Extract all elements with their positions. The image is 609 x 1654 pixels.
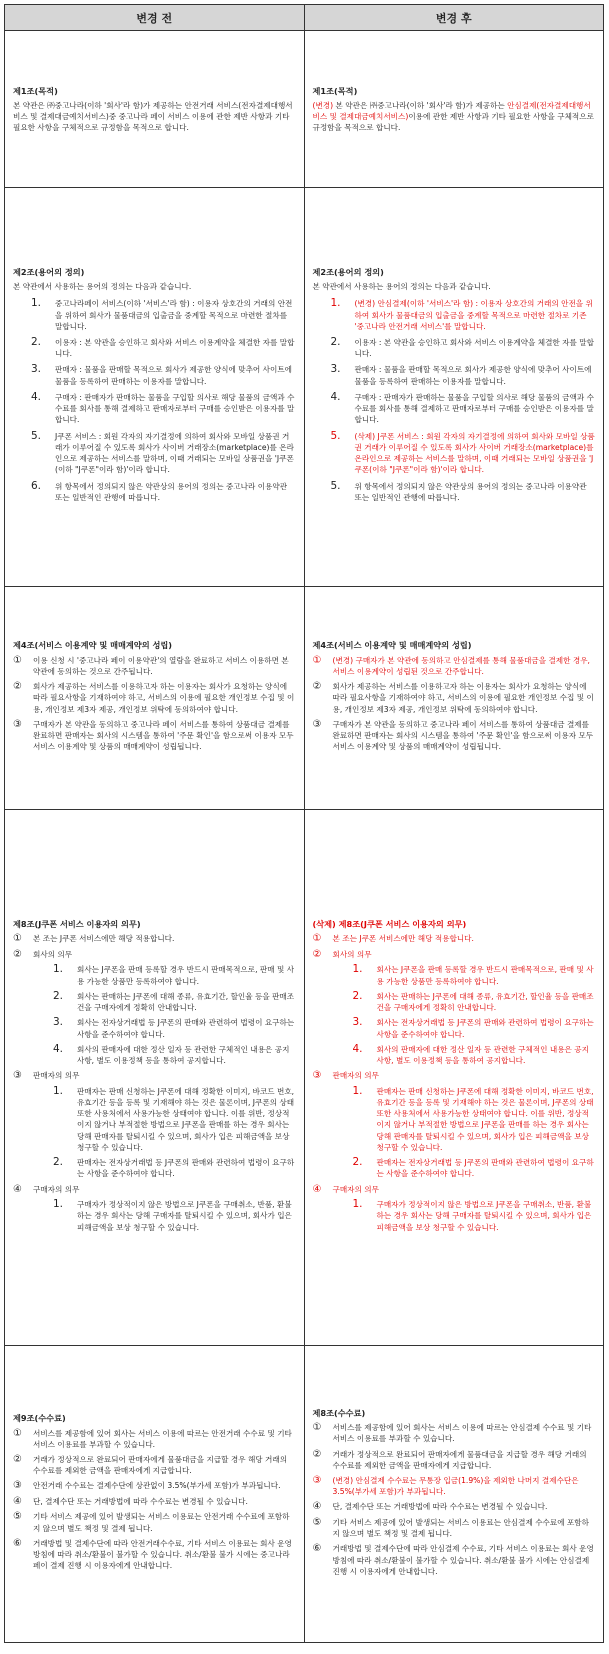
item-number: ⑥ [13,1537,22,1549]
item-text: 회사는 J쿠폰을 판매 등록할 경우 반드시 판매목적으로, 판매 및 사용 가능한 상품만 등록하여야 합니다. [376,965,594,986]
cell-art1-after [304,31,604,188]
item-number: 1. [53,1084,64,1097]
item-text: 판매자는 판매 신청하는 J쿠폰에 대해 정확한 이미지, 바코드 번호, 유효기간 등을 등록 및 기재해야 하는 것은 물론이며, J쿠폰의 상태 또한 사용처에서 사용가능한 상태여야 합니다. 이를 위반, 정상적이지 않거나 부적절한 방법으로 J쿠폰을 판매를 하는 경우 회사는 당해 판매자를 탈퇴시킬 수 있으며, 회사가 입은 피해금액을 보상 청구할 수 있습니다. [376,1086,594,1152]
clause-item [313,1070,596,1082]
list-item [331,481,596,503]
sub-item [53,991,296,1013]
comparison-table [4,4,604,1643]
item-text: 회사의 판매자에 대한 정산 일자 등 관련한 구체적인 내용은 공지사항, 별도 이용정책 등을 통하여 공지합니다. [376,1044,589,1065]
art1-after-title: 제1조(목적) [312,85,358,96]
item-text: (변경) 안심결제(이하 '서비스'라 함) : 이용자 상호간의 거래의 안전을 위하여 회사가 물품대금의 입출금을 중계할 목적으로 마련한 절차로 기존 '중고나라 안전거래 서비스'를 말합니다. [354,299,593,331]
item-text: 구매자가 본 약관을 동의하고 중고나라 페이 서비스를 통하여 상품대금 결제를 완료하면 판매자는 회사의 시스템을 통하여 '주문 확인'을 함으로써 이용자 모두 서비스 이용계약 및 상품의 매매계약이 성립됩니다. [33,719,294,752]
item-number: ② [13,1453,22,1465]
item-text: 회사는 전자상거래법 등 J쿠폰의 판매와 관련하여 법령이 요구하는 사항을 준수하여야 합니다. [376,1018,594,1039]
sub-item [353,1199,596,1233]
sub-item [53,1157,296,1179]
art4-after-list [313,655,596,753]
item-number: 3. [31,363,42,376]
art9-after-title: 제8조(수수료) [312,1407,366,1418]
cell-art1-before [5,31,305,188]
item-text: 거래가 정상적으로 완료되어 판매자에게 물품대금을 지급할 경우 해당 거래의 수수료를 제외한 금액을 판매자에게 지급합니다. [332,1449,587,1470]
row-article-8 [5,810,604,1346]
header-row [5,5,604,31]
clause-number: ② [312,948,322,960]
item-number: 1. [31,297,42,310]
cell-art9-after [304,1346,604,1643]
item-number: ⑥ [312,1543,322,1555]
clause-text: 회사의 의무 [332,949,372,959]
terms-comparison [4,4,604,1643]
clause-item [13,681,296,715]
clause-number: ① [312,933,322,945]
header-after: 변경 후 [304,5,604,31]
art4-before-list [13,655,296,753]
clause-text: 판매자의 의무 [332,1071,379,1081]
art8-before-content [13,933,296,1232]
cell-art8-before [5,810,305,1346]
item-number: 2. [330,336,341,349]
item-text: 회사는 J쿠폰을 판매 등록할 경우 반드시 판매목적으로, 판매 및 사용 가능한 상품만 등록하여야 합니다. [77,965,295,986]
item-text: 기타 서비스 제공에 있어 발생되는 서비스 이용료는 안심결제 수수료에 포함하지 않으며 별도 책정 및 결제 됩니다. [332,1517,589,1539]
item-number: 4. [31,390,42,403]
clause-item [13,1538,296,1572]
clause-item [313,1501,596,1513]
art4-after-title: 제4조(서비스 이용계약 및 매매계약의 성립) [312,640,472,651]
item-number: ③ [312,1474,322,1486]
clause-item [313,949,596,961]
item-text: 회사가 제공하는 서비스를 이용하고자 하는 이용자는 회사가 요청하는 양식에 따라 필요사항을 기재하여야 하고, 서비스의 이용에 필요한 개인정보 수집 및 이용, 개인정보 제3자 제공, 개인정보 위탁에 동의하여야 합니다. [33,682,295,714]
item-text: 구매자가 정상적이지 않은 방법으로 J쿠폰을 구매취소, 반품, 환불하는 경우 회사는 당해 구매자를 탈퇴시킬 수 있으며, 회사가 입은 피해금액을 보상 청구할 수 있습니다. [376,1200,592,1232]
sub-item [353,1157,596,1179]
clause-item [13,1480,296,1492]
item-number: ① [312,654,322,666]
art8-before-title: 제8조(J쿠폰 서비스 이용자의 의무) [13,919,141,930]
art9-before-title: 제9조(수수료) [13,1413,66,1424]
art1-after-text-2: 이용에 관한 제반 사항과 기타 필요한 사항을 구체적으로 규정함을 목적으로 합니다. [312,111,594,133]
list-item [331,298,596,332]
clause-item [13,1496,296,1508]
item-number: ② [312,1448,322,1460]
item-number: ③ [13,1480,22,1492]
clause-item [313,1543,596,1577]
item-text: 서비스를 제공함에 있어 회사는 서비스 이용에 따르는 안심결제 수수료 및 기타 서비스 이용료를 부과할 수 있습니다. [332,1423,592,1444]
item-text: 판매자는 전자상거래법 등 J쿠폰의 판매와 관련하여 법령이 요구하는 사항을 준수하여야 합니다. [77,1158,295,1179]
list-item [31,431,296,476]
clause-item [13,1428,296,1450]
item-number: 1. [352,963,363,976]
clause-item [313,681,596,715]
cell-art8-after [304,810,604,1346]
header-before: 변경 전 [5,5,305,31]
sub-item [353,991,596,1013]
item-number: ① [13,654,22,666]
item-text: 구매자 : 판매자가 판매하는 물품을 구입할 의사로 해당 물품의 금액과 수수료를 회사를 통해 결제하고 판매자로부터 구매를 승인받은 이용자를 말합니다. [354,392,594,425]
clause-item [13,1511,296,1533]
list-item [331,337,596,359]
item-text: 판매자는 전자상거래법 등 J쿠폰의 판매와 관련하여 법령이 요구하는 사항을 준수하여야 합니다. [376,1158,594,1179]
item-number: 3. [53,1016,64,1029]
clause-text: 구매자의 의무 [33,1184,80,1194]
item-text: (삭제) J쿠폰 서비스 : 회원 각자의 자기결정에 의하여 회사와 모바일 상품권 거래가 이루어질 수 있도록 회사가 사이버 거래장소(marketplace)를 온라인으로 제공하는 서비스를 말하며, 이때 거래되는 모바일 상품권을 'J쿠폰(이하 "J쿠폰"이라 함)'이라 합니다. [354,431,595,475]
sub-item [353,1086,596,1153]
item-number: 2. [352,1156,363,1169]
list-item [31,364,296,386]
art1-before-body: 본 약관은 ㈜중고나라(이하 '회사'라 함)가 제공하는 안전거래 서비스(전자결제대행서비스 및 결제대금예치서비스)중 중고나라 페이 서비스 이용에 관한 제반 사항과 기타 필요한 사항을 구체적으로 규정함을 목적으로 합니다. [13,100,293,133]
item-number: ③ [312,718,322,730]
item-text: 중고나라페이 서비스(이하 '서비스'라 함) : 이용자 상호간의 거래의 안전을 위하여 회사가 물품대금의 입출금을 중계할 목적으로 마련한 절차를 말합니다. [55,299,293,331]
item-text: 회사의 판매자에 대한 정산 일자 등 관련한 구체적인 내용은 공지사항, 별도 이용정책 등을 통하여 공지합니다. [77,1044,290,1065]
clause-item [13,949,296,961]
item-text: 거래방법 및 결제수단에 따라 안전거래수수료, 기타 서비스 이용료는 회사 운영방침에 따라 취소/환불이 불가할 수 있습니다. 취소/환불 불가 시에는 중고나라 페이 결제 진행 시 이용자에게 안내합니다. [33,1538,292,1571]
art2-before-title: 제2조(용어의 정의) [13,266,85,277]
clause-item [313,1517,596,1539]
item-number: 2. [53,1156,64,1169]
item-text: 이용자 : 본 약관을 승인하고 회사와 서비스 이용계약을 체결한 자를 말합니다. [55,338,295,359]
item-text: 거래가 정상적으로 완료되어 판매자에게 물품대금을 지급할 경우 해당 거래의 수수료를 제외한 금액을 판매자에게 지급합니다. [33,1454,288,1476]
clause-number: ③ [13,1070,22,1082]
art2-after-list [313,298,596,503]
clause-item [13,1454,296,1476]
item-text: 서비스를 제공함에 있어 회사는 서비스 이용에 따르는 안전거래 수수료 및 기타 서비스 이용료를 부과할 수 있습니다. [33,1428,292,1449]
item-number: 2. [53,989,64,1002]
item-number: 2. [352,989,363,1002]
clause-item [13,655,296,677]
item-text: 회사는 판매하는 J쿠폰에 대해 종류, 유효기간, 할인율 등을 판매조건을 구매자에게 정확히 안내합니다. [77,991,295,1013]
clause-number: ③ [312,1070,322,1082]
item-number: 5. [31,429,42,442]
sub-item [53,964,296,986]
clause-number: ④ [13,1183,22,1195]
item-number: 1. [53,1198,64,1211]
clause-text: 판매자의 의무 [33,1071,80,1081]
cell-art2-after [304,188,604,587]
art2-before-intro: 본 약관에서 사용하는 용어의 정의는 다음과 같습니다. [13,282,192,292]
clause-text: 본 조는 J쿠폰 서비스에만 해당 적용합니다. [332,934,474,944]
item-number: 1. [352,1198,363,1211]
art8-after-title: (삭제) 제8조(J쿠폰 서비스 이용자의 의무) [312,919,467,930]
clause-item [13,1184,296,1196]
clause-item [313,1475,596,1497]
item-text: 회사가 제공하는 서비스를 이용하고자 하는 이용자는 회사가 요청하는 양식에 따라 필요사항을 기재하여야 하고, 서비스의 이용에 필요한 개인정보 수집 및 이용, 개인정보 제3자 제공, 개인정보 위탁에 동의하여야 합니다. [332,682,594,714]
item-text: (변경) 구매자가 본 약관에 동의하고 안심결제를 통해 물품대금을 결제한 경우, 서비스 이용계약이 성립된 것으로 간주합니다. [332,655,590,676]
item-text: 이용 신청 시 '중고나라 페이 이용약관'의 열람을 완료하고 서비스 이용하면 본 약관에 동의하는 것으로 간주됩니다. [33,655,289,676]
item-text: 구매자가 본 약관을 동의하고 중고나라 페이 서비스를 통하여 상품대금 결제를 완료하면 판매자는 회사의 시스템을 통하여 '주문 확인'을 함으로써 이용자 모두 서비스 이용계약 및 상품의 매매계약이 성립됩니다. [332,719,594,752]
clause-item [13,933,296,945]
sub-item [53,1044,296,1066]
sub-item [53,1017,296,1039]
item-text: 위 항목에서 정의되지 않은 약관상의 용어의 정의는 중고나라 이용약관 또는 일반적인 관행에 따릅니다. [354,481,587,502]
item-number: ⑤ [13,1511,22,1523]
item-number: 4. [330,390,341,403]
cell-art2-before [5,188,305,587]
item-number: 3. [330,363,341,376]
item-number: 1. [352,1084,363,1097]
sub-item [353,1017,596,1039]
sub-item [53,1199,296,1233]
list-item [31,298,296,332]
item-number: 1. [53,963,64,976]
item-number: 5. [330,429,341,442]
row-article-9 [5,1346,604,1643]
item-text: 기타 서비스 제공에 있어 발생되는 서비스 이용료는 안전거래 수수료에 포함하지 않으며 별도 책정 및 결제 됩니다. [33,1512,290,1533]
clause-item [313,719,596,753]
art1-after-text-1: 본 약관은 ㈜중고나라(이하 '회사'라 함)가 제공하는 [333,100,508,110]
item-number: 4. [352,1042,363,1055]
art9-after-list [313,1422,596,1577]
art1-before-title: 제1조(목적) [13,85,58,96]
clause-item [13,719,296,753]
clause-item [313,655,596,677]
clause-number: ② [13,948,22,960]
clause-item [13,1070,296,1082]
clause-item [313,1449,596,1471]
item-number: ⑤ [312,1516,322,1528]
item-text: 판매자는 판매 신청하는 J쿠폰에 대해 정확한 이미지, 바코드 번호, 유효기간 등을 등록 및 기재해야 하는 것은 물론이며, J쿠폰의 상태 또한 사용처에서 사용가능한 상태여야 합니다. 이를 위반, 정상적이지 않거나 부적절한 방법으로 J쿠폰을 판매를 하는 경우 회사는 당해 판매자를 탈퇴시킬 수 있으며, 회사가 입은 피해금액을 보상 청구할 수 있습니다. [77,1086,295,1152]
item-number: 1. [330,297,341,310]
item-text: 이용자 : 본 약관을 승인하고 회사와 서비스 이용계약을 체결한 자를 말합니다. [354,338,594,359]
list-item [331,392,596,426]
clause-item [313,1184,596,1196]
item-text: 판매자 : 물품을 판매할 목적으로 회사가 제공한 양식에 맞추어 사이트에 물품을 등록하여 판매하는 이용자를 말합니다. [55,365,293,386]
item-text: 거래방법 및 결제수단에 따라 안심결제 수수료, 기타 서비스 이용료는 회사 운영방침에 따라 취소/환불이 불가할 수 있습니다. 취소/환불 불가 시에는 안심결제 진행 시 이용자에게 안내합니다. [332,1544,594,1576]
item-text: 구매자가 정상적이지 않은 방법으로 J쿠폰을 구매취소, 반품, 환불하는 경우 회사는 당해 구매자를 탈퇴시킬 수 있으며, 회사가 입은 피해금액을 보상 청구할 수 있습니다. [77,1200,292,1232]
clause-text: 구매자의 의무 [332,1184,379,1194]
art4-before-title: 제4조(서비스 이용계약 및 매매계약의 성립) [13,640,173,651]
list-item [331,364,596,386]
item-text: (변경) 안심결제 수수료는 무통장 입금(1.9%)을 제외한 나머지 결제수단은 3.5%(부가세 포함)가 부과됩니다. [332,1475,579,1497]
item-number: 6. [31,479,42,492]
item-number: ④ [13,1495,22,1507]
item-number: ② [312,681,322,693]
clause-text: 회사의 의무 [33,949,73,959]
item-number: ② [13,681,22,693]
art8-after-content [313,933,596,1232]
row-article-2 [5,188,604,587]
art1-after-changed-text: 안심결제(전자결제대행서비스 및 결제대금예치서비스) [312,100,591,121]
art2-after-title: 제2조(용어의 정의) [312,266,384,277]
item-number: 5. [330,479,341,492]
item-text: 위 항목에서 정의되지 않은 약관상의 용어의 정의는 중고나라 이용약관 또는 일반적인 관행에 따릅니다. [55,481,288,502]
art2-after-intro: 본 약관에서 사용하는 용어의 정의는 다음과 같습니다. [312,282,491,292]
sub-item [353,964,596,986]
art2-before-list [13,298,296,503]
clause-text: 본 조는 J쿠폰 서비스에만 해당 적용합니다. [33,934,175,944]
list-item [31,481,296,503]
art9-before-list [13,1428,296,1572]
item-text: 구매자 : 판매자가 판매하는 물품을 구입할 의사로 해당 물품의 금액과 수수료를 회사를 통해 결제하고 판매자로부터 구매를 승인받은 이용자를 말합니다. [55,392,295,425]
item-text: 회사는 판매하는 J쿠폰에 대해 종류, 유효기간, 할인율 등을 판매조건을 구매자에게 정확히 안내합니다. [376,991,594,1013]
item-text: J쿠폰 서비스 : 회원 각자의 자기결정에 의하여 회사와 모바일 상품권 거래가 이루어질 수 있도록 회사가 사이버 거래장소(marketplace)를 온라인으로 제공하는 서비스를 말하며, 이때 거래되는 모바일 상품권을 'J쿠폰(이하 "J쿠폰"이라 함)'이라 합니다. [55,431,294,475]
item-text: 회사는 전자상거래법 등 J쿠폰의 판매와 관련하여 법령이 요구하는 사항을 준수하여야 합니다. [77,1018,295,1039]
list-item [31,392,296,426]
sub-item [353,1044,596,1066]
item-text: 안전거래 수수료는 결제수단에 상관없이 3.5%(부가세 포함)가 부과됩니다. [33,1481,281,1491]
sub-item [53,1086,296,1153]
row-article-4 [5,587,604,810]
art1-after-body [313,100,596,134]
item-text: 판매자 : 물품을 판매할 목적으로 회사가 제공한 양식에 맞추어 사이트에 물품을 등록하여 판매하는 이용자를 말합니다. [354,365,592,386]
item-number: ③ [13,718,22,730]
clause-number: ④ [312,1183,322,1195]
cell-art4-before [5,587,305,810]
item-number: 2. [31,336,42,349]
clause-item [313,1422,596,1444]
clause-item [313,933,596,945]
item-text: 단, 결제수단 또는 거래방법에 따라 수수료는 변경될 수 있습니다. [332,1502,548,1512]
list-item [31,337,296,359]
cell-art4-after [304,587,604,810]
row-article-1 [5,31,604,188]
change-tag: (변경) [312,100,334,110]
list-item [331,431,596,476]
item-number: 3. [352,1016,363,1029]
clause-number: ① [13,933,22,945]
item-number: 4. [53,1042,64,1055]
item-text: 단, 결제수단 또는 거래방법에 따라 수수료는 변경될 수 있습니다. [33,1496,248,1506]
cell-art9-before [5,1346,305,1643]
item-number: ① [13,1427,22,1439]
item-number: ① [312,1422,322,1434]
item-number: ④ [312,1501,322,1513]
